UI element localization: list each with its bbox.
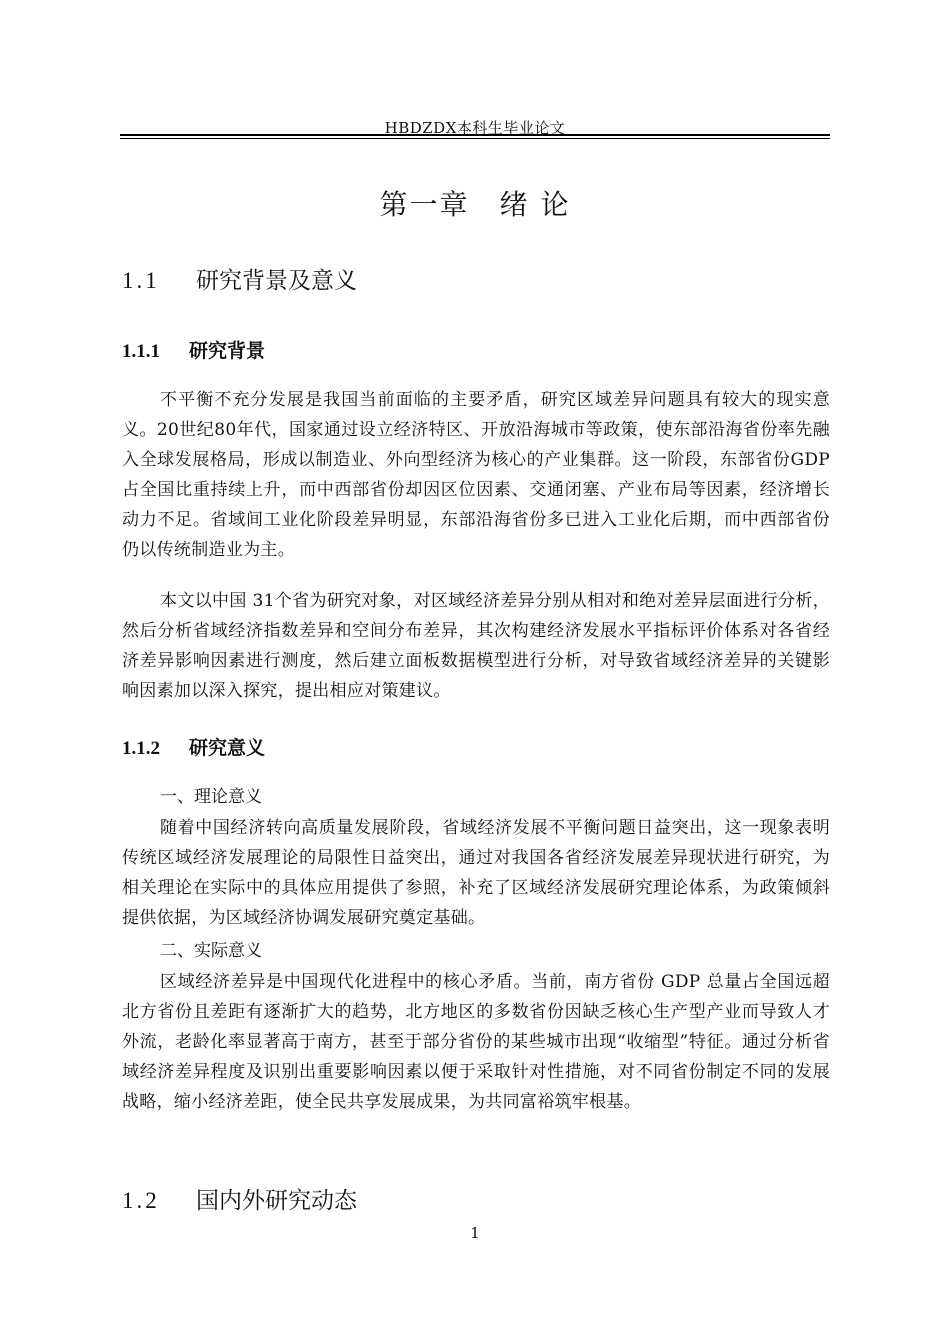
theory-significance-label: 一、理论意义 bbox=[160, 787, 262, 807]
section-number: 1.1 bbox=[122, 268, 160, 293]
header-rule bbox=[120, 134, 830, 139]
paragraph-background-1: 不平衡不充分发展是我国当前面临的主要矛盾，研究区域差异问题具有较大的现实意义。20世纪80年代，国家通过设立经济特区、开放沿海城市等政策，使东部沿海省份率先融入全球发展格局，形成以制造业、外向型经济为核心的产业集群。这一阶段，东部省份GDP占全国比重持续上升，而中西部省份却因区位因素、交通闭塞、产业布局等因素，经济增长动力不足。省域间工业化阶段差异明显，东部沿海省份多已进入工业化后期，而中西部省份仍以传统制造业为主。 bbox=[122, 390, 830, 560]
section-heading-1-2 bbox=[122, 1182, 357, 1215]
subsection-number: 1.1.2 bbox=[122, 738, 160, 759]
practical-significance-label: 二、实际意义 bbox=[160, 941, 262, 961]
section-title-text: 研究背景及意义 bbox=[196, 268, 357, 294]
paragraph-background-2: 本文以中国 31个省为研究对象，对区域经济差异分别从相对和绝对差异层面进行分析，然后分析省域经济指数差异和空间分布差异，其次构建经济发展水平指标评价体系对各省经济差异影响因素进行测度，然后建立面板数据模型进行分析，对导致省域经济差异的关键影响因素加以深入探究，提出相应对策建议。 bbox=[122, 591, 830, 701]
subsection-heading-1-1-1 bbox=[122, 336, 265, 363]
subsection-number: 1.1.1 bbox=[122, 341, 160, 362]
subsection-heading-1-1-2 bbox=[122, 733, 265, 760]
paragraph-theory-significance: 随着中国经济转向高质量发展阶段，省域经济发展不平衡问题日益突出，这一现象表明传统区域经济发展理论的局限性日益突出，通过对我国各省经济发展差异现状进行研究，为相关理论在实际中的具体应用提供了参照，补充了区域经济发展研究理论体系，为政策倾斜提供依据，为区域经济协调发展研究奠定基础。 bbox=[122, 818, 830, 928]
section-number: 1.2 bbox=[122, 1188, 160, 1213]
page-number: 1 bbox=[470, 1224, 480, 1242]
running-header: HBDZDX本科生毕业论文 bbox=[384, 119, 566, 137]
chapter-title: 第一章 绪 论 bbox=[379, 188, 571, 221]
subsection-title-text: 研究背景 bbox=[189, 340, 266, 362]
subsection-title-text: 研究意义 bbox=[189, 737, 266, 759]
section-title-text: 国内外研究动态 bbox=[196, 1188, 357, 1214]
section-heading-1-1 bbox=[122, 262, 357, 295]
paragraph-practical-significance: 区域经济差异是中国现代化进程中的核心矛盾。当前，南方省份 GDP 总量占全国远超北方省份且差距有逐渐扩大的趋势，北方地区的多数省份因缺乏核心生产型产业而导致人才外流，老龄化率显著高于南方，甚至于部分省份的某些城市出现“收缩型”特征。通过分析省域经济差异程度及识别出重要影响因素以便于采取针对性措施，对不同省份制定不同的发展战略，缩小经济差距，使全民共享发展成果，为共同富裕筑牢根基。 bbox=[122, 972, 830, 1112]
